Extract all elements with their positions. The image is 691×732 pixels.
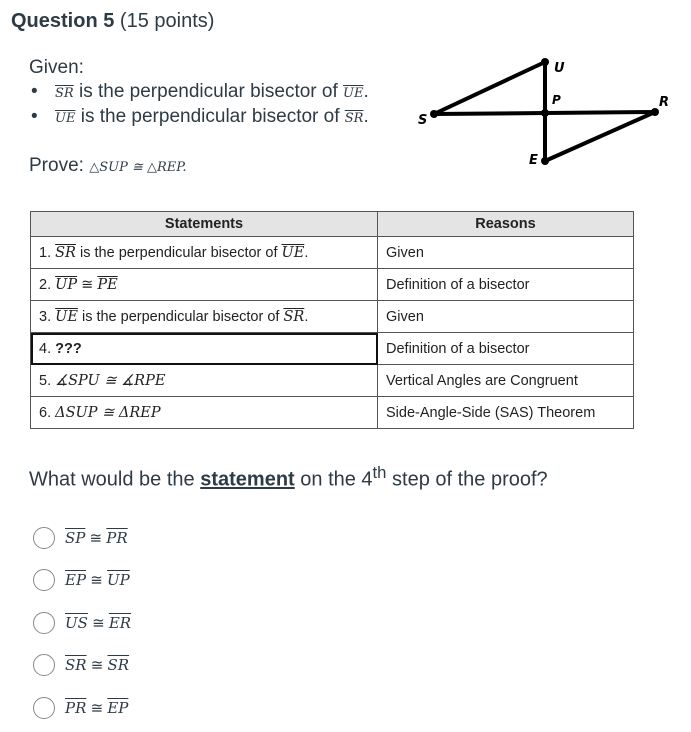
radio-button[interactable] <box>33 527 55 549</box>
point-r <box>651 108 659 116</box>
statement-cell: 1. $\overline{SR}$ is the perpendicular bisector of $\overline{UE}$. <box>31 237 378 269</box>
given-item: • $\overline{UE}$ is the perpendicular bisector of $\overline{SR}$. <box>31 106 369 127</box>
given-item: • $\overline{SR}$ is the perpendicular bisector of $\overline{UE}$. <box>31 81 369 102</box>
label-p: P <box>552 93 561 107</box>
proof-header-row <box>31 212 634 237</box>
answer-option[interactable] <box>33 525 128 551</box>
statement-cell: 3. $\overline{UE}$ is the perpendicular bisector of $\overline{SR}$. <box>31 301 378 333</box>
radio-button[interactable] <box>33 569 55 591</box>
proof-table <box>30 211 634 429</box>
statement-cell: 2. $\overline{UP}$ ≅ $\overline{PE}$ <box>31 269 378 301</box>
statement-cell: 4. ??? <box>31 333 378 365</box>
label-r: R <box>659 95 670 110</box>
header-statements: Statements <box>31 212 378 237</box>
segment-er <box>545 112 655 161</box>
bullet-icon: • <box>31 81 38 102</box>
proof-row <box>31 269 634 301</box>
segment-su <box>434 62 545 114</box>
label-e: E <box>529 153 538 168</box>
point-u <box>541 58 549 66</box>
answer-option[interactable] <box>33 610 131 636</box>
answer-option[interactable] <box>33 652 129 678</box>
reason-cell: Vertical Angles are Congruent <box>378 365 634 397</box>
reason-cell: Given <box>378 301 634 333</box>
option-label: $\overline{PR}$ ≅ $\overline{EP}$ <box>65 699 129 717</box>
bullet-icon: • <box>31 106 38 127</box>
header-reasons: Reasons <box>378 212 634 237</box>
statement-cell: 5. ∡SPU ≅ ∡RPE <box>31 365 378 397</box>
reason-cell: Definition of a bisector <box>378 269 634 301</box>
given-label: Given: <box>29 57 84 78</box>
point-s <box>430 110 438 118</box>
question-points: (15 points) <box>119 10 215 32</box>
radio-button[interactable] <box>33 612 55 634</box>
prove-statement: △SUP ≅ △REP. <box>89 160 187 175</box>
point-p <box>541 109 549 117</box>
geometry-figure <box>0 0 691 200</box>
reason-cell: Definition of a bisector <box>378 333 634 365</box>
statement-cell: 6. ΔSUP ≅ ΔREP <box>31 397 378 429</box>
label-u: U <box>554 61 565 76</box>
option-label: $\overline{US}$ ≅ $\overline{ER}$ <box>65 614 132 632</box>
radio-button[interactable] <box>33 654 55 676</box>
radio-button[interactable] <box>33 697 55 719</box>
option-label: $\overline{SP}$ ≅ $\overline{PR}$ <box>65 529 128 547</box>
point-e <box>541 157 549 165</box>
option-label: $\overline{SR}$ ≅ $\overline{SR}$ <box>65 656 130 674</box>
reason-cell: Given <box>378 237 634 269</box>
proof-row-missing <box>31 333 634 365</box>
reason-cell: Side-Angle-Side (SAS) Theorem <box>378 397 634 429</box>
proof-row <box>31 237 634 269</box>
prove-label: Prove: <box>29 155 84 176</box>
proof-row <box>31 397 634 429</box>
option-label: $\overline{EP}$ ≅ $\overline{UP}$ <box>65 571 130 589</box>
label-s: S <box>418 113 428 128</box>
question-title: Question 5 <box>11 10 115 32</box>
prompt-keyword: statement <box>200 468 295 491</box>
answer-option[interactable] <box>33 567 130 593</box>
proof-row <box>31 301 634 333</box>
answer-option[interactable] <box>33 695 128 721</box>
question-prompt: What would be the statement on the 4th step of the proof? <box>29 463 548 491</box>
proof-row <box>31 365 634 397</box>
